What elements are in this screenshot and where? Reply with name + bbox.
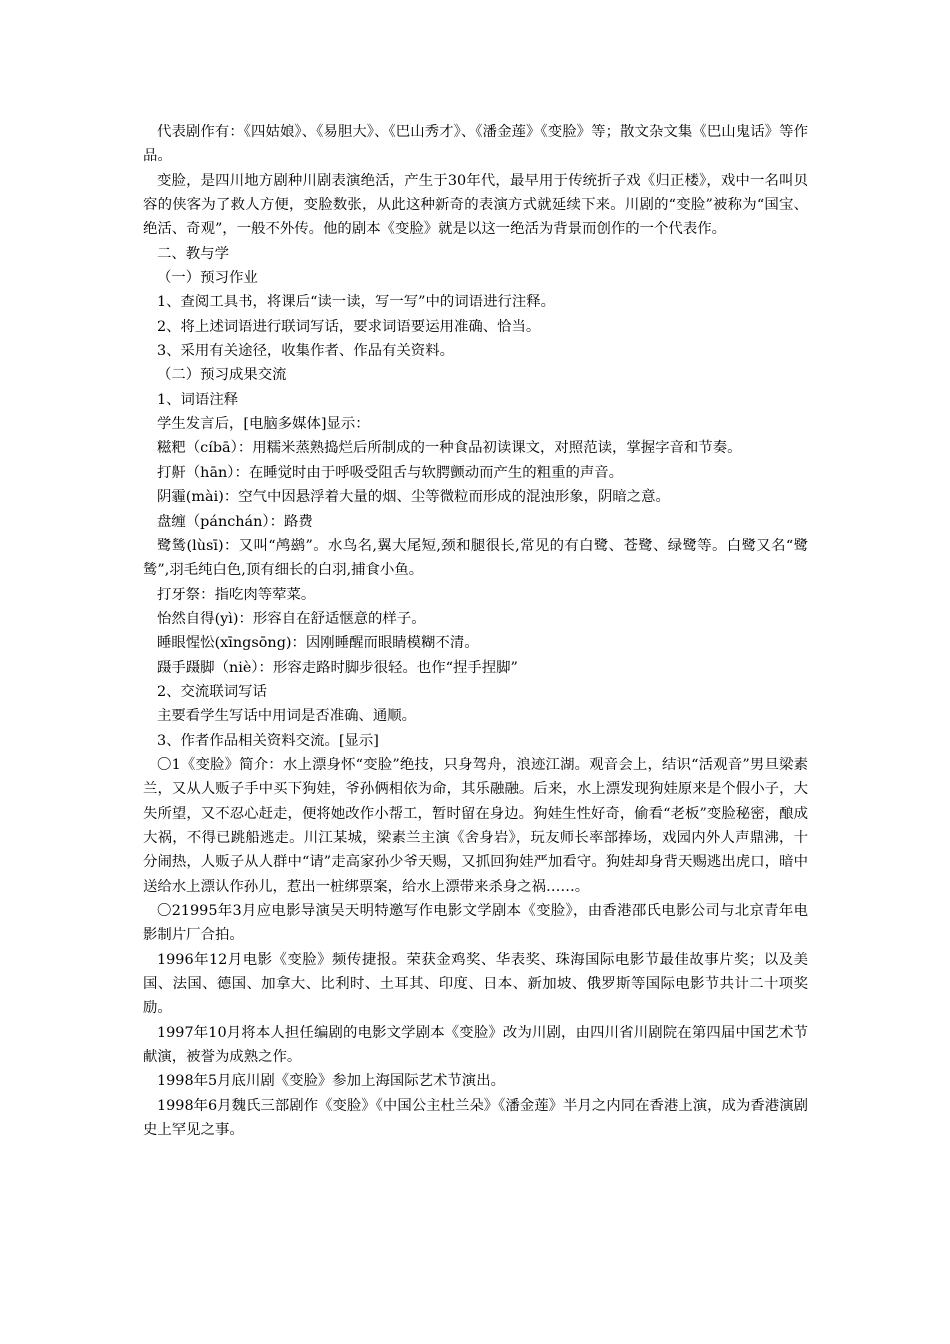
word-note-shuiyanxingsong: 睡眼惺忪(xīngsōng)：因刚睡醒而眼睛模糊不清。 [157, 635, 479, 652]
subsection-heading-preview-exchange: （二）预习成果交流 [157, 367, 287, 384]
subsection-heading-preview-homework: （一）预习作业 [157, 270, 258, 287]
word-note-nieshounieijao: 蹑手蹑脚（niè）：形容走路时脚步很轻。也作“捏手捏脚” [157, 659, 518, 676]
word-note-lusi: 鹭鸶(lùsī)：又叫“鸬鹚”。水鸟名,翼大尾短,颈和腿很长,常见的有白鹭、苍鹭、绿鹭等。白鹭又名“鹭鸶”,羽毛纯白色,顶有细长的白羽,捕食小鱼。 [143, 537, 808, 579]
paragraph-1998-hongkong: 1998年6月魏氏三部剧作《变脸》《中国公主杜兰朵》《潘金莲》半月之内同在香港上演，成为香港演剧史上罕见之事。 [143, 1097, 808, 1139]
paragraph-1998-shanghai: 1998年5月底川剧《变脸》参加上海国际艺术节演出。 [157, 1073, 505, 1090]
paragraph-1995-screenplay: 〇21995年3月应电影导演吴天明特邀写作电影文学剧本《变脸》，由香港邵氏电影公司与北京青年电影制片厂合拍。 [143, 903, 808, 944]
paragraph-representative-works: 代表剧作有：《四姑娘》、《易胆大》、《巴山秀才》、《潘金莲》《变脸》等；散文杂文集《巴山鬼话》等作品。 [143, 124, 808, 165]
document-page [143, 120, 808, 1142]
homework-item-1: 1、查阅工具书，将课后“读一读，写一写”中的词语进行注释。 [157, 294, 556, 311]
section-heading-teaching: 二、教与学 [157, 245, 229, 262]
paragraph-sentence-writing-note: 主要看学生写话中用词是否准确、通顺。 [157, 708, 417, 725]
exchange-heading-word-notes: 1、词语注释 [157, 391, 239, 408]
paragraph-1997-sichuan-opera: 1997年10月将本人担任编剧的电影文学剧本《变脸》改为川剧，由四川省川剧院在第四届中国艺术节献演，被誉为成熟之作。 [143, 1024, 808, 1066]
word-note-dahan: 打鼾（hān）：在睡觉时由于呼吸受阻舌与软腭颤动而产生的粗重的声音。 [157, 464, 624, 481]
paragraph-bianlian-intro: 变脸，是四川地方剧种川剧表演绝活，产生于30年代，最早用于传统折子戏《归正楼》，戏中一名叫贝容的侠客为了救人方便，变脸数张，从此这种新奇的表演方式就延续下来。川剧的“变脸”被称为“国宝、绝活、奇观”，一般不外传。他的剧本《变脸》就是以这一绝活为背景而创作的一个代表作。 [143, 172, 808, 238]
paragraph-1996-awards: 1996年12月电影《变脸》频传捷报。荣获金鸡奖、华表奖、珠海国际电影节最佳故事片奖；以及美国、法国、德国、加拿大、比利时、土耳其、印度、日本、新加坡、俄罗斯等国际电影节共计二十项奖励。 [143, 951, 808, 1017]
word-note-panchan: 盘缠（pánchán）：路费 [157, 513, 313, 530]
homework-item-3: 3、采用有关途径，收集作者、作品有关资料。 [157, 343, 454, 360]
word-note-dayaji: 打牙祭：指吃肉等荤菜。 [157, 586, 316, 603]
word-note-yiranzide: 怡然自得(yì)：形容自在舒适惬意的样子。 [157, 610, 426, 627]
word-note-ciba: 糍粑（cíbā）：用糯米蒸熟捣烂后所制成的一种食品初读课文，对照范读，掌握字音和节奏。 [157, 440, 742, 457]
paragraph-bianlian-synopsis: 〇1《变脸》简介：水上漂身怀“变脸”绝技，只身驾舟，浪迹江湖。观音会上，结识“活观音”男旦梁素兰，又从人贩子手中买下狗娃，爷孙俩相依为命，其乐融融。后来，水上漂发现狗娃原来是个假小子，大失所望，又不忍心赶走，便将她改作小帮工，暂时留在身边。狗娃生性好奇，偷看“老板”变脸秘密，酿成大祸，不得已跳船逃走。川江某城，梁素兰主演《舍身岩》，玩友师长率部捧场，戏园内外人声鼎沸，十分闹热，人贩子从人群中“请”走高家孙少爷天赐，又抓回狗娃严加看守。狗娃却身背天赐逃出虎口，暗中送给水上漂认作孙儿，惹出一桩绑票案，给水上漂带来杀身之祸……。 [143, 756, 808, 895]
homework-item-2: 2、将上述词语进行联词写话，要求词语要运用准确、恰当。 [157, 318, 541, 335]
exchange-heading-author-materials: 3、作者作品相关资料交流。[显示] [157, 732, 379, 749]
word-note-yinmai: 阴霾(mài)：空气中因悬浮着大量的烟、尘等微粒而形成的混浊形象，阴暗之意。 [157, 489, 670, 506]
paragraph-display-intro: 学生发言后，[电脑多媒体]显示： [157, 416, 370, 433]
exchange-heading-sentence-writing: 2、交流联词写话 [157, 683, 267, 700]
